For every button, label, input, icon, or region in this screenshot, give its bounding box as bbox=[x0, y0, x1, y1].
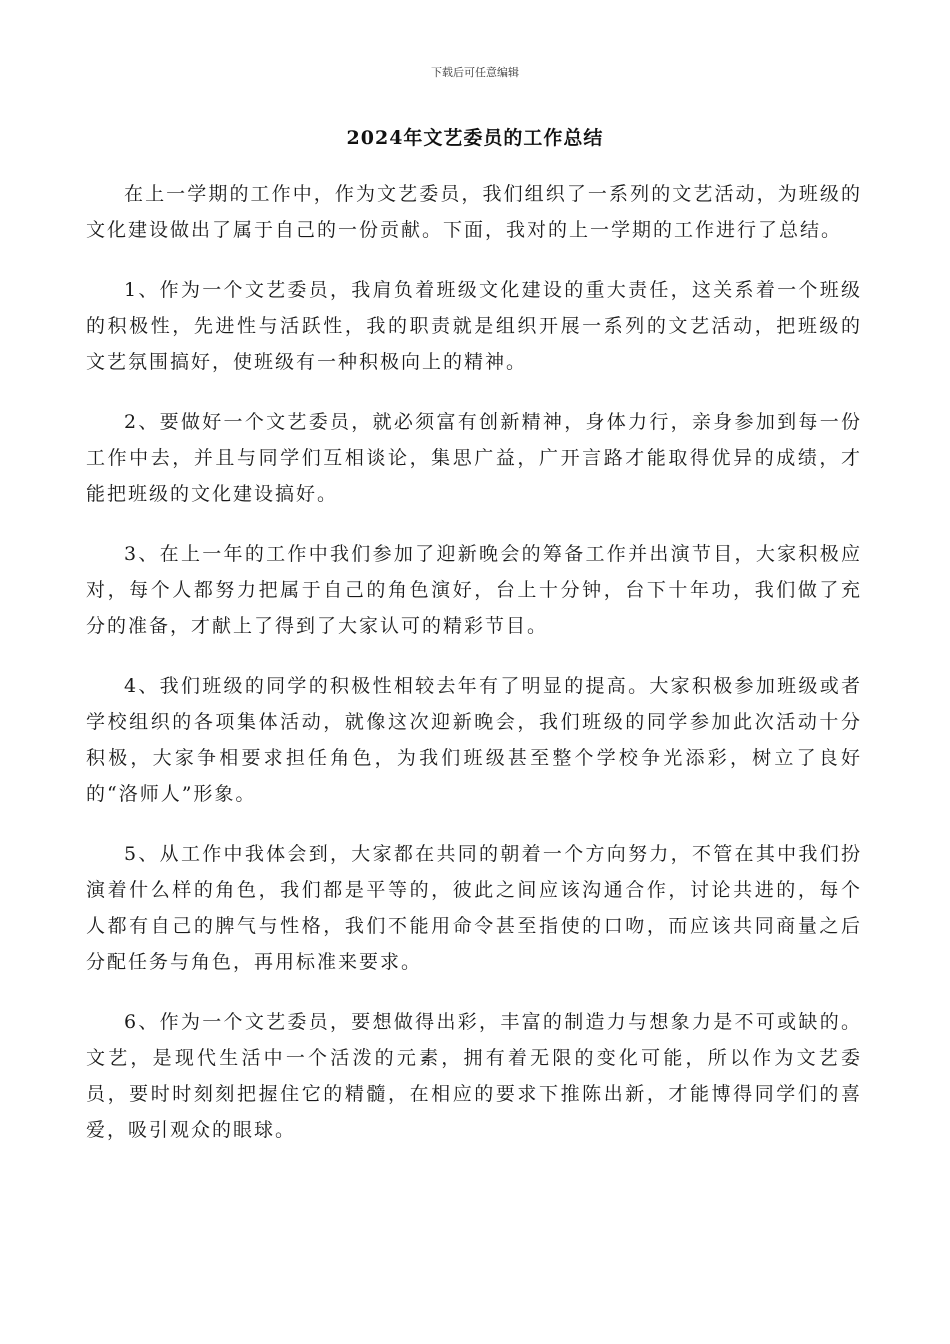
document-body bbox=[86, 176, 862, 1172]
header-note: 下载后可任意编辑 bbox=[431, 66, 519, 79]
paragraph-4: 4、我们班级的同学的积极性相较去年有了明显的提高。大家积极参加班级或者学校组织的各项集体活动，就像这次迎新晚会，我们班级的同学参加此次活动十分积极，大家争相要求担任角色，为我们班级甚至整个学校争光添彩，树立了良好的“洛师人”形象。 bbox=[86, 675, 862, 805]
paragraph-3: 3、在上一年的工作中我们参加了迎新晚会的筹备工作并出演节目，大家积极应对，每个人都努力把属于自己的角色演好，台上十分钟，台下十年功，我们做了充分的准备，才献上了得到了大家认可的精彩节目。 bbox=[86, 543, 862, 637]
paragraph-2: 2、要做好一个文艺委员，就必须富有创新精神，身体力行，亲身参加到每一份工作中去，并且与同学们互相谈论，集思广益，广开言路才能取得优异的成绩，才能把班级的文化建设搞好。 bbox=[86, 411, 862, 505]
paragraph-5: 5、从工作中我体会到，大家都在共同的朝着一个方向努力，不管在其中我们扮演着什么样的角色，我们都是平等的，彼此之间应该沟通合作，讨论共进的，每个人都有自己的脾气与性格，我们不能用命令甚至指使的口吻，而应该共同商量之后分配任务与角色，再用标准来要求。 bbox=[86, 843, 862, 973]
paragraph-1: 1、作为一个文艺委员，我肩负着班级文化建设的重大责任，这关系着一个班级的积极性，先进性与活跃性，我的职责就是组织开展一系列的文艺活动，把班级的文艺氛围搞好，使班级有一种积极向上的精神。 bbox=[86, 279, 862, 373]
paragraph-6: 6、作为一个文艺委员，要想做得出彩，丰富的制造力与想象力是不可或缺的。文艺，是现代生活中一个活泼的元素，拥有着无限的变化可能，所以作为文艺委员，要时时刻刻把握住它的精髓，在相应的要求下推陈出新，才能博得同学们的喜爱，吸引观众的眼球。 bbox=[86, 1011, 862, 1141]
document-title: 2024年文艺委员的工作总结 bbox=[346, 127, 604, 149]
paragraph-intro: 在上一学期的工作中，作为文艺委员，我们组织了一系列的文艺活动，为班级的文化建设做出了属于自己的一份贡献。下面，我对的上一学期的工作进行了总结。 bbox=[86, 183, 862, 241]
